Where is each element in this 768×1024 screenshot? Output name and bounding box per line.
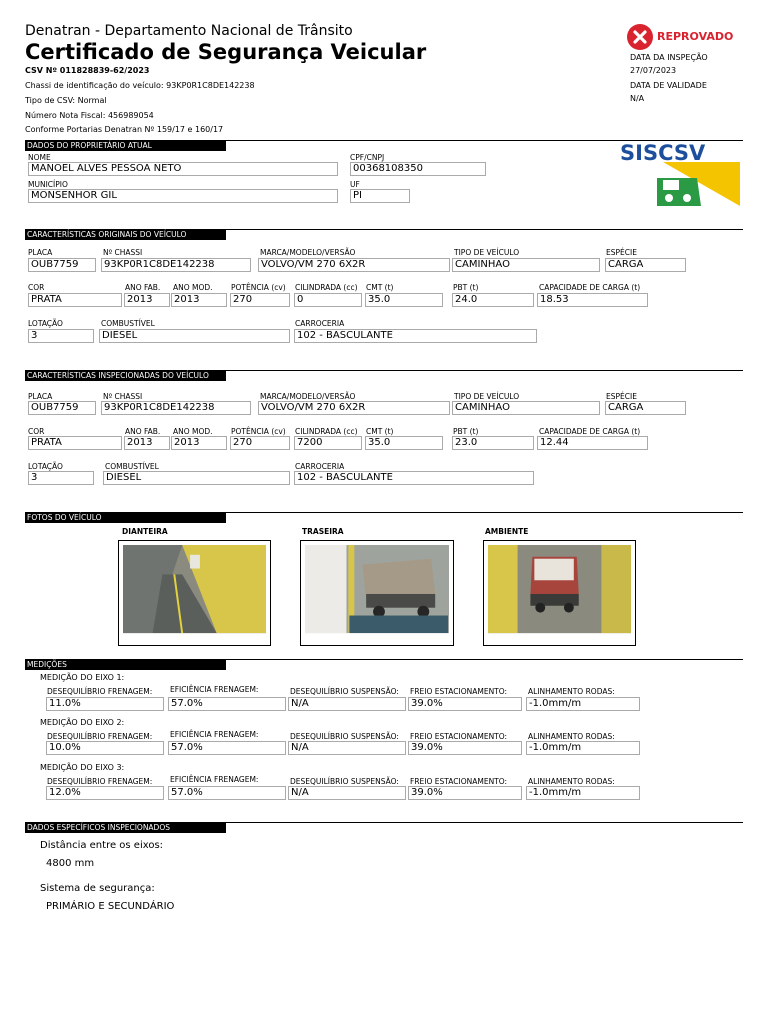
orig-pot-label: POTÊNCIA (cv) <box>231 283 286 292</box>
deseq-susp-value: N/A <box>288 697 406 711</box>
close-icon <box>627 24 653 50</box>
deseq-susp-value: N/A <box>288 786 406 800</box>
orig-cor-field: PRATA <box>28 293 122 307</box>
insp-carr-label: CARROCERIA <box>295 462 345 471</box>
orig-cil-label: CILINDRADA (cc) <box>295 283 358 292</box>
document-title: Certificado de Segurança Veicular <box>25 40 427 64</box>
photo-front-label: DIANTEIRA <box>122 527 168 536</box>
efic-freio-value: 57.0% <box>168 697 286 711</box>
orig-carr-field: 102 - BASCULANTE <box>294 329 537 343</box>
photos-section-title: FOTOS DO VEÍCULO <box>25 512 226 523</box>
invoice-number: Número Nota Fiscal: 456989054 <box>25 111 154 120</box>
deseq-freio-value: 10.0% <box>46 741 164 755</box>
alinh-label: ALINHAMENTO RODAS: <box>528 777 615 786</box>
orig-marca-field: VOLVO/VM 270 6X2R <box>258 258 450 272</box>
insp-cor-field: PRATA <box>28 436 122 450</box>
axle-distance-label: Distância entre os eixos: <box>40 840 164 851</box>
insp-comb-label: COMBUSTÍVEL <box>105 462 159 471</box>
insp-placa-field: OUB7759 <box>28 401 96 415</box>
specifics-section-title: DADOS ESPECÍFICOS INSPECIONADOS <box>25 822 226 833</box>
status-badge: REPROVADO <box>657 30 734 43</box>
efic-freio-label: EFICIÊNCIA FRENAGEM: <box>170 730 259 739</box>
insp-marca-label: MARCA/MODELO/VERSÃO <box>260 392 356 401</box>
orig-cor-label: COR <box>28 283 45 292</box>
insp-cil-label: CILINDRADA (cc) <box>295 427 358 436</box>
orig-cap-label: CAPACIDADE DE CARGA (t) <box>539 283 641 292</box>
efic-freio-label: EFICIÊNCIA FRENAGEM: <box>170 775 259 784</box>
owner-doc-field: 00368108350 <box>350 162 486 176</box>
insp-cap-label: CAPACIDADE DE CARGA (t) <box>539 427 641 436</box>
owner-name-label: NOME <box>28 153 51 162</box>
alinh-value: -1.0mm/m <box>526 741 640 755</box>
insp-anofab-field: 2013 <box>124 436 170 450</box>
deseq-freio-label: DESEQUILÍBRIO FRENAGEM: <box>47 732 153 741</box>
freio-est-label: FREIO ESTACIONAMENTO: <box>410 687 508 696</box>
alinh-label: ALINHAMENTO RODAS: <box>528 687 615 696</box>
insp-tipo-field: CAMINHAO <box>452 401 600 415</box>
freio-est-value: 39.0% <box>408 786 522 800</box>
orig-cap-field: 18.53 <box>537 293 648 307</box>
photo-front <box>118 540 271 646</box>
orig-lot-field: 3 <box>28 329 94 343</box>
orig-anomod-field: 2013 <box>171 293 227 307</box>
alinh-label: ALINHAMENTO RODAS: <box>528 732 615 741</box>
orig-anofab-field: 2013 <box>124 293 170 307</box>
deseq-freio-value: 12.0% <box>46 786 164 800</box>
deseq-freio-label: DESEQUILÍBRIO FRENAGEM: <box>47 687 153 696</box>
validity-value: N/A <box>630 94 645 103</box>
insp-pot-label: POTÊNCIA (cv) <box>231 427 286 436</box>
orig-pbt-label: PBT (t) <box>453 283 479 292</box>
deseq-susp-label: DESEQUILÍBRIO SUSPENSÃO: <box>290 777 399 786</box>
axle-distance-value: 4800 mm <box>46 858 95 869</box>
safety-system-value: PRIMÁRIO E SECUNDÁRIO <box>46 901 175 912</box>
owner-name-field: MANOEL ALVES PESSOA NETO <box>28 162 338 176</box>
deseq-susp-label: DESEQUILÍBRIO SUSPENSÃO: <box>290 687 399 696</box>
orig-cmt-label: CMT (t) <box>366 283 394 292</box>
orig-chassi-label: Nº CHASSI <box>103 248 143 257</box>
efic-freio-value: 57.0% <box>168 741 286 755</box>
insp-placa-label: PLACA <box>28 392 53 401</box>
insp-especie-field: CARGA <box>605 401 686 415</box>
efic-freio-label: EFICIÊNCIA FRENAGEM: <box>170 685 259 694</box>
axle-title: MEDIÇÃO DO EIXO 1: <box>40 673 125 682</box>
efic-freio-value: 57.0% <box>168 786 286 800</box>
deseq-freio-value: 11.0% <box>46 697 164 711</box>
insp-lot-label: LOTAÇÃO <box>28 462 63 471</box>
insp-comb-field: DIESEL <box>103 471 290 485</box>
photo-environment <box>483 540 636 646</box>
siscsv-logo <box>617 140 740 208</box>
insp-marca-field: VOLVO/VM 270 6X2R <box>258 401 450 415</box>
orig-marca-label: MARCA/MODELO/VERSÃO <box>260 248 356 257</box>
axle-title: MEDIÇÃO DO EIXO 3: <box>40 763 125 772</box>
freio-est-label: FREIO ESTACIONAMENTO: <box>410 732 508 741</box>
owner-city-field: MONSENHOR GIL <box>28 189 338 203</box>
insp-anomod-label: ANO MOD. <box>173 427 213 436</box>
original-section-title: CARACTERÍSTICAS ORIGINAIS DO VEÍCULO <box>25 229 226 240</box>
orig-pbt-field: 24.0 <box>452 293 534 307</box>
insp-chassi-label: Nº CHASSI <box>103 392 143 401</box>
owner-section-title: DADOS DO PROPRIETÁRIO ATUAL <box>25 140 226 151</box>
chassis-line: Chassi de identificação do veículo: 93KP0R1C8DE142238 <box>25 81 255 90</box>
deseq-freio-label: DESEQUILÍBRIO FRENAGEM: <box>47 777 153 786</box>
orig-lot-label: LOTAÇÃO <box>28 319 63 328</box>
orig-especie-label: ESPÉCIE <box>606 248 637 257</box>
orig-cmt-field: 35.0 <box>365 293 443 307</box>
regulation-line: Conforme Portarias Denatran Nº 159/17 e 160/17 <box>25 125 224 134</box>
photo-rear <box>300 540 454 646</box>
freio-est-label: FREIO ESTACIONAMENTO: <box>410 777 508 786</box>
insp-cor-label: COR <box>28 427 45 436</box>
insp-pbt-label: PBT (t) <box>453 427 479 436</box>
deseq-susp-label: DESEQUILÍBRIO SUSPENSÃO: <box>290 732 399 741</box>
orig-anofab-label: ANO FAB. <box>125 283 161 292</box>
inspected-section-title: CARACTERÍSTICAS INSPECIONADAS DO VEÍCULO <box>25 370 226 381</box>
insp-cmt-label: CMT (t) <box>366 427 394 436</box>
alinh-value: -1.0mm/m <box>526 697 640 711</box>
orig-pot-field: 270 <box>230 293 290 307</box>
insp-tipo-label: TIPO DE VEÍCULO <box>454 392 520 401</box>
insp-anomod-field: 2013 <box>171 436 227 450</box>
freio-est-value: 39.0% <box>408 741 522 755</box>
owner-uf-field: PI <box>350 189 410 203</box>
alinh-value: -1.0mm/m <box>526 786 640 800</box>
orig-placa-label: PLACA <box>28 248 53 257</box>
orig-comb-field: DIESEL <box>99 329 290 343</box>
csv-number: CSV Nº 011828839-62/2023 <box>25 66 150 75</box>
safety-system-label: Sistema de segurança: <box>40 883 155 894</box>
insp-especie-label: ESPÉCIE <box>606 392 637 401</box>
owner-doc-label: CPF/CNPJ <box>350 153 385 162</box>
photo-env-label: AMBIENTE <box>485 527 529 536</box>
freio-est-value: 39.0% <box>408 697 522 711</box>
owner-city-label: MUNICÍPIO <box>28 180 68 189</box>
validity-label: DATA DE VALIDADE <box>630 81 707 90</box>
orig-comb-label: COMBUSTÍVEL <box>101 319 155 328</box>
owner-uf-label: UF <box>350 180 360 189</box>
insp-chassi-field: 93KP0R1C8DE142238 <box>101 401 251 415</box>
insp-pbt-field: 23.0 <box>452 436 534 450</box>
orig-especie-field: CARGA <box>605 258 686 272</box>
photo-rear-label: TRASEIRA <box>302 527 344 536</box>
orig-tipo-label: TIPO DE VEÍCULO <box>454 248 520 257</box>
insp-cap-field: 12.44 <box>537 436 648 450</box>
orig-anomod-label: ANO MOD. <box>173 283 213 292</box>
insp-carr-field: 102 - BASCULANTE <box>294 471 534 485</box>
orig-chassi-field: 93KP0R1C8DE142238 <box>101 258 251 272</box>
csv-type: Tipo de CSV: Normal <box>25 96 107 105</box>
inspection-date: 27/07/2023 <box>630 66 677 75</box>
inspection-date-label: DATA DA INSPEÇÃO <box>630 53 708 62</box>
insp-anofab-label: ANO FAB. <box>125 427 161 436</box>
measurements-section-title: MEDIÇÕES <box>25 659 226 670</box>
orig-carr-label: CARROCERIA <box>295 319 345 328</box>
orig-tipo-field: CAMINHAO <box>452 258 600 272</box>
insp-cil-field: 7200 <box>294 436 362 450</box>
organization-name: Denatran - Departamento Nacional de Trânsito <box>25 23 353 39</box>
insp-pot-field: 270 <box>230 436 290 450</box>
insp-lot-field: 3 <box>28 471 94 485</box>
deseq-susp-value: N/A <box>288 741 406 755</box>
insp-cmt-field: 35.0 <box>365 436 443 450</box>
svg-text:SISCSV: SISCSV <box>620 141 706 165</box>
axle-title: MEDIÇÃO DO EIXO 2: <box>40 718 125 727</box>
orig-cil-field: 0 <box>294 293 362 307</box>
orig-placa-field: OUB7759 <box>28 258 96 272</box>
